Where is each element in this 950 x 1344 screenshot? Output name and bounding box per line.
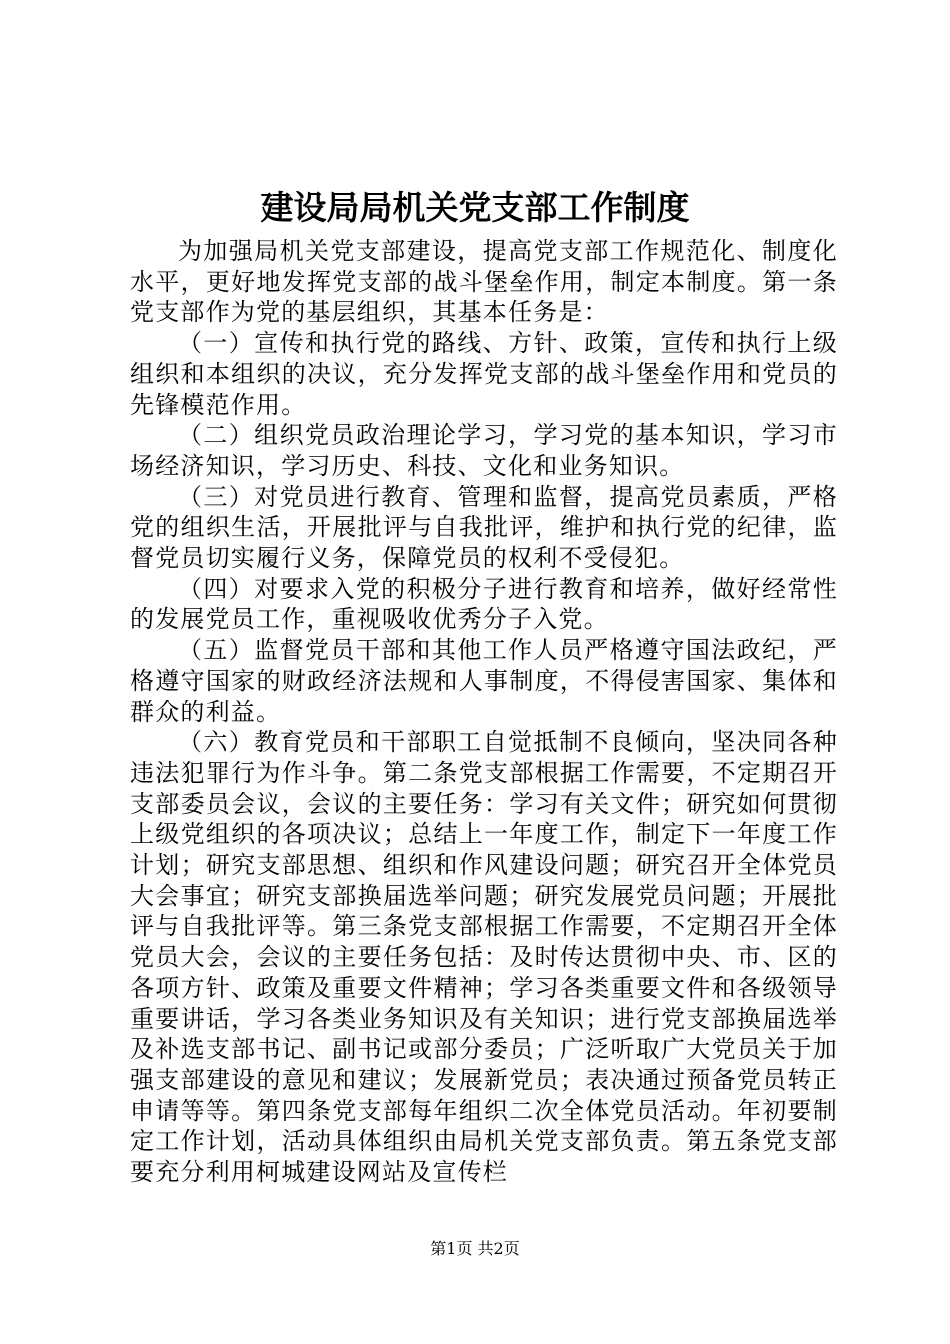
paragraph-intro: 为加强局机关党支部建设，提高党支部工作规范化、制度化水平，更好地发挥党支部的战斗堡垒作用，制定本制度。第一条党支部作为党的基层组织，其基本任务是： (130, 237, 838, 327)
paragraph-item-2: （二）组织党员政治理论学习，学习党的基本知识，学习市场经济知识，学习历史、科技、文化和业务知识。 (130, 421, 838, 480)
paragraph-item-3: （三）对党员进行教育、管理和监督，提高党员素质，严格党的组织生活，开展批评与自我批评，维护和执行党的纪律，监督党员切实履行义务，保障党员的权利不受侵犯。 (130, 482, 838, 573)
page-footer: 第1页 共2页 (430, 1239, 520, 1258)
document-body (130, 236, 838, 1188)
document-title: 建设局局机关党支部工作制度 (260, 188, 690, 227)
paragraph-item-5: （五）监督党员干部和其他工作人员严格遵守国法政纪，严格遵守国家的财政经济法规和人事制度，不得侵害国家、集体和群众的利益。 (130, 636, 838, 726)
paragraph-item-6: （六）教育党员和干部职工自觉抵制不良倾向，坚决同各种违法犯罪行为作斗争。第二条党支部根据工作需要，不定期召开支部委员会议，会议的主要任务：学习有关文件；研究如何贯彻上级党组织的各项决议；总结上一年度工作，制定下一年度工作计划；研究支部思想、组织和作风建设问题；研究召开全体党员大会事宜；研究支部换届选举问题；研究发展党员问题；开展批评与自我批评等。第三条党支部根据工作需要，不定期召开全体党员大会，会议的主要任务包括：及时传达贯彻中央、市、区的各项方针、政策及重要文件精神；学习各类重要文件和各级领导重要讲话，学习各类业务知识及有关知识；进行党支部换届选举及补选支部书记、副书记或部分委员；广泛听取广大党员关于加强支部建设的意见和建议；发展新党员；表决通过预备党员转正申请等等。第四条党支部每年组织二次全体党员活动。年初要制定工作计划，活动具体组织由局机关党支部负责。第五条党支部要充分利用柯城建设网站及宣传栏 (130, 728, 838, 1187)
paragraph-item-4: （四）对要求入党的积极分子进行教育和培养，做好经常性的发展党员工作，重视吸收优秀分子入党。 (130, 574, 838, 634)
paragraph-item-1: （一）宣传和执行党的路线、方针、政策，宣传和执行上级组织和本组织的决议，充分发挥党支部的战斗堡垒作用和党员的先锋模范作用。 (130, 329, 838, 419)
